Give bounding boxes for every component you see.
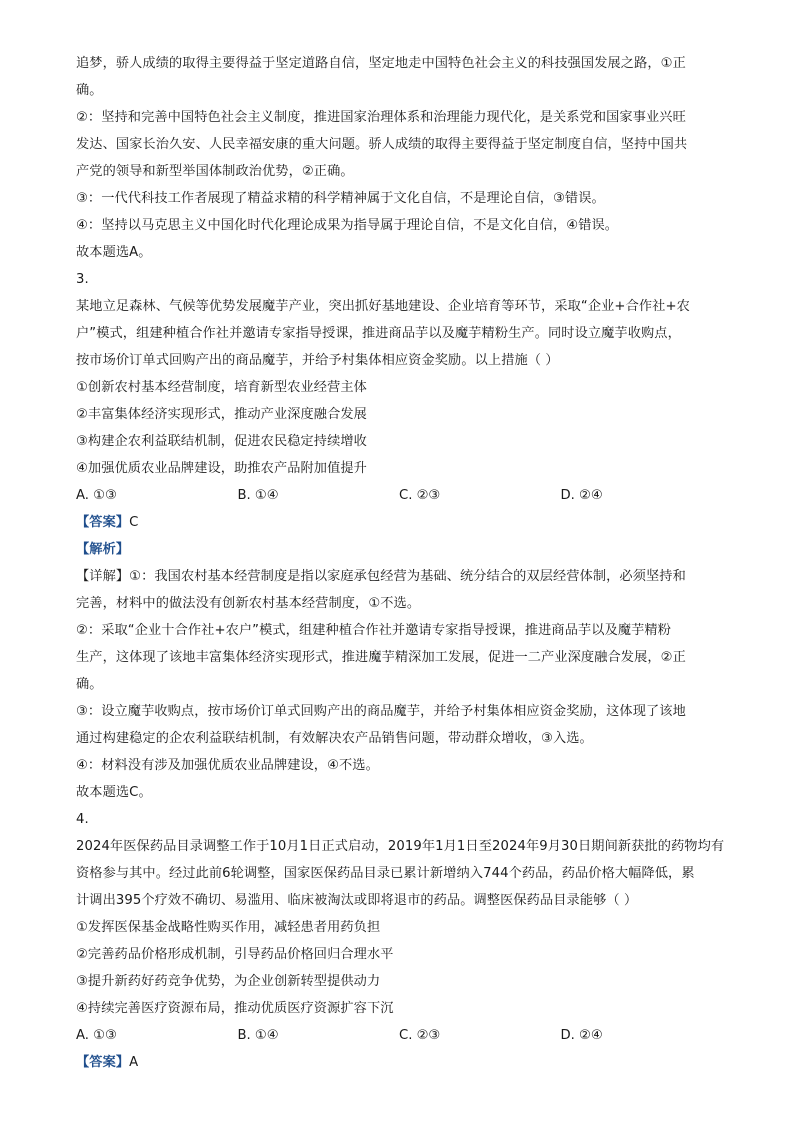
detail-label: 【详解】 — [76, 569, 130, 584]
q4-option-b: B. ①④ — [237, 1028, 279, 1043]
q3-options — [76, 482, 722, 509]
q4-option-a: A. ①③ — [76, 1028, 117, 1043]
q3-detail-line: 完善，材料中的做法没有创新农村基本经营制度，①不选。 — [76, 596, 421, 611]
q4-option-c: C. ②③ — [399, 1028, 441, 1043]
q4-stem-line: 计调出395个疗效不确切、易滥用、临床被淘汰或即将退市的药品。调整医保药品目录能够（ ） — [76, 893, 638, 908]
q3-detail-line: 生产，这体现了该地丰富集体经济实现形式，推进魔芋精深加工发展，促进一二产业深度融合发展，②正 — [76, 650, 686, 665]
q3-option-b: B. ①④ — [237, 488, 279, 503]
answer-value: A — [129, 1055, 139, 1070]
q4-statement-4: ④持续完善医疗资源布局，推动优质医疗资源扩容下沉 — [76, 1001, 394, 1016]
q3-detail-line: 确。 — [76, 677, 103, 692]
q4-answer — [76, 1049, 722, 1076]
q4-statement-3: ③提升新药好药竞争优势，为企业创新转型提供动力 — [76, 974, 381, 989]
q2-line: 发达、国家长治久安、人民幸福安康的重大问题。骄人成绩的取得主要得益于坚定制度自信，坚持中国共 — [76, 137, 688, 152]
q4-option-d: D. ②④ — [560, 1028, 603, 1043]
q2-line: ④：坚持以马克思主义中国化时代化理论成果为指导属于理论自信，不是文化自信，④错误。 — [76, 218, 619, 233]
q3-option-d: D. ②④ — [560, 488, 603, 503]
q3-stem-line: 某地立足森林、气候等优势发展魔芋产业，突出抓好基地建设、企业培育等环节，采取“企业+合作社+农 — [76, 299, 690, 314]
q3-detail-line: ④：材料没有涉及加强优质农业品牌建设，④不选。 — [76, 758, 379, 773]
q3-number: 3. — [76, 272, 89, 287]
q3-stem-line: 户”模式，组建种植合作社并邀请专家指导授课，推进商品芋以及魔芋精粉生产。同时设立魔芋收购点， — [76, 326, 681, 341]
q3-option-a: A. ①③ — [76, 488, 117, 503]
answer-label: 【答案】 — [76, 1055, 130, 1070]
q3-detail-line: ②：采取“企业十合作社+农户”模式，组建种植合作社并邀请专家指导授课，推进商品芋以及魔芋精粉 — [76, 623, 672, 638]
q3-detail-line — [76, 563, 722, 590]
q2-line: 产党的领导和新型举国体制政治优势，②正确。 — [76, 164, 354, 179]
analysis-label: 【解析】 — [76, 542, 130, 557]
q3-conclusion: 故本题选C。 — [76, 785, 152, 800]
q4-stem-line: 2024年医保药品目录调整工作于10月1日正式启动，2019年1月1日至2024年9月30日期间新获批的药物均有 — [76, 839, 725, 854]
q3-answer — [76, 509, 722, 536]
q3-statement-2: ②丰富集体经济实现形式，推动产业深度融合发展 — [76, 407, 367, 422]
q4-number: 4. — [76, 812, 89, 827]
q4-options — [76, 1022, 722, 1049]
q4-statement-1: ①发挥医保基金战略性购买作用，减轻患者用药负担 — [76, 920, 381, 935]
q3-statement-1: ①创新农村基本经营制度，培育新型农业经营主体 — [76, 380, 367, 395]
q2-line: 确。 — [76, 83, 103, 98]
q3-analysis — [76, 536, 722, 563]
document-page — [76, 50, 725, 1076]
q4-statement-2: ②完善药品价格形成机制，引导药品价格回归合理水平 — [76, 947, 394, 962]
q2-line: ③：一代代科技工作者展现了精益求精的科学精神属于文化自信，不是理论自信，③错误。 — [76, 191, 605, 206]
q3-detail-line: 通过构建稳定的企农利益联结机制，有效解决农产品销售问题，带动群众增收，③入选。 — [76, 731, 593, 746]
q3-stem-line: 按市场价订单式回购产出的商品魔芋，并给予村集体相应资金奖励。以上措施（ ） — [76, 353, 559, 368]
q2-conclusion: 故本题选A。 — [76, 245, 152, 260]
answer-value: C — [129, 515, 139, 530]
q3-statement-4: ④加强优质农业品牌建设，助推农产品附加值提升 — [76, 461, 367, 476]
detail-text: ①：我国农村基本经营制度是指以家庭承包经营为基础、统分结合的双层经营体制，必须坚持和 — [129, 569, 686, 584]
q2-line: ②：坚持和完善中国特色社会主义制度，推进国家治理体系和治理能力现代化，是关系党和国家事业兴旺 — [76, 110, 686, 125]
answer-label: 【答案】 — [76, 515, 130, 530]
q3-statement-3: ③构建企农利益联结机制，促进农民稳定持续增收 — [76, 434, 367, 449]
q3-option-c: C. ②③ — [399, 488, 441, 503]
q2-line: 追梦，骄人成绩的取得主要得益于坚定道路自信，坚定地走中国特色社会主义的科技强国发展之路，①正 — [76, 56, 686, 71]
q3-detail-line: ③：设立魔芋收购点，按市场价订单式回购产出的商品魔芋，并给予村集体相应资金奖励，这体现了该地 — [76, 704, 686, 719]
q4-stem-line: 资格参与其中。经过此前6轮调整，国家医保药品目录已累计新增纳入744个药品，药品价格大幅降低，累 — [76, 866, 695, 881]
